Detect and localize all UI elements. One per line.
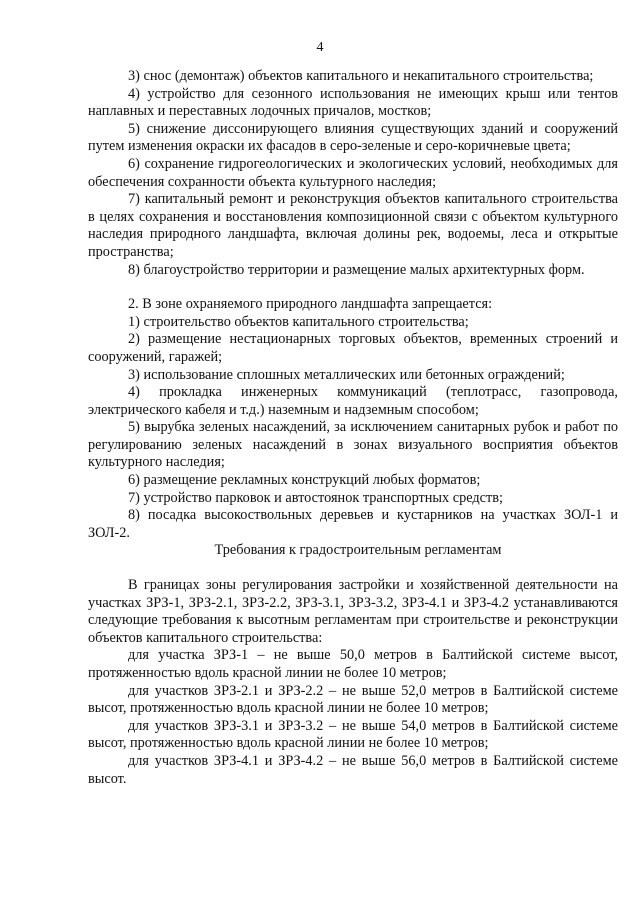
prohibited-list bbox=[88, 314, 618, 543]
list-item: 7) устройство парковок и автостоянок транспортных средств; bbox=[128, 489, 503, 506]
list-item: 3) использование сплошных металлических или бетонных ограждений; bbox=[128, 366, 565, 383]
page-number: 4 bbox=[316, 40, 324, 55]
list-item: для участков ЗРЗ-2.1 и ЗРЗ-2.2 – не выше 52,0 метров в Балтийской системе высот, протяженностью вдоль красной линии не более 10 метров; bbox=[88, 682, 618, 717]
list-item: 5) снижение диссонирующего влияния существующих зданий и сооружений путем изменения окраски их фасадов в серо-зеленые и серо-коричневые цвета; bbox=[88, 120, 618, 155]
list-item: 8) посадка высокоствольных деревьев и кустарников на участках ЗОЛ-1 и ЗОЛ-2. bbox=[88, 507, 618, 541]
list-item: 3) снос (демонтаж) объектов капитального и некапитального строительства; bbox=[128, 68, 594, 84]
section-title: 2. В зоне охраняемого природного ландшафта запрещается: bbox=[128, 296, 493, 313]
requirements-heading: Требования к градостроительным регламентам bbox=[214, 542, 502, 559]
permitted-list bbox=[88, 68, 618, 279]
list-item: 1) строительство объектов капитального строительства; bbox=[128, 313, 469, 330]
list-item: 4) устройство для сезонного использования не имеющих крыш или тентов наплавных и переставных лодочных причалов, мостков; bbox=[88, 85, 618, 120]
list-item: для участков ЗРЗ-4.1 и ЗРЗ-4.2 – не выше 56,0 метров в Балтийской системе высот. bbox=[88, 752, 618, 787]
list-item: 7) капитальный ремонт и реконструкция объектов капитального строительства в целях сохранения и восстановления композиционной связи с объектом культурного наследия природного ландшафта, включая долины рек, водоемы, леса и открытые пространства; bbox=[88, 191, 618, 260]
list-item: для участков ЗРЗ-3.1 и ЗРЗ-3.2 – не выше 54,0 метров в Балтийской системе высот, протяженностью вдоль красной линии не более 10 метров; bbox=[88, 717, 618, 752]
list-item: 6) сохранение гидрогеологических и экологических условий, необходимых для обеспечения сохранности объекта культурного наследия; bbox=[88, 155, 618, 190]
list-item: 4) прокладка инженерных коммуникаций (теплотрасс, газопровода, электрического кабеля и т.д.) наземным и надземным способом; bbox=[88, 384, 618, 418]
requirements-intro: В границах зоны регулирования застройки и хозяйственной деятельности на участках ЗРЗ-1, ЗРЗ-2.1, ЗРЗ-2.2, ЗРЗ-3.1, ЗРЗ-3.2, ЗРЗ-4.1 и ЗРЗ-4.2 устанавливаются следующие требования к высотным регламентам при строительстве и реконструкции объектов капитального строительства: bbox=[88, 577, 618, 646]
list-item: 5) вырубка зеленых насаждений, за исключением санитарных рубок и работ по регулированию зеленых насаждений в зонах визуального восприятия объектов культурного наследия; bbox=[88, 419, 618, 471]
document-body bbox=[88, 68, 618, 788]
list-item: 2) размещение нестационарных торговых объектов, временных строений и сооружений, гаражей; bbox=[88, 331, 618, 365]
list-item: 8) благоустройство территории и размещение малых архитектурных форм. bbox=[128, 261, 585, 278]
requirements-list bbox=[88, 647, 618, 788]
list-item: 6) размещение рекламных конструкций любых форматов; bbox=[128, 472, 481, 489]
list-item: для участка ЗРЗ-1 – не выше 50,0 метров в Балтийской системе высот, протяженностью вдоль красной линии не более 10 метров; bbox=[88, 647, 618, 681]
